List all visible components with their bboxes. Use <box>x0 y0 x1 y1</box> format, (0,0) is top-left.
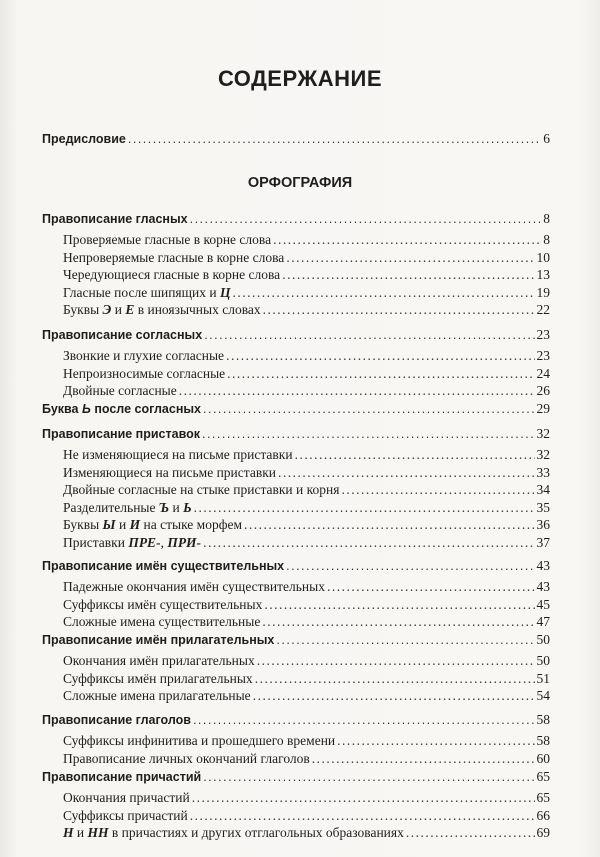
toc-entry-preface[interactable] <box>42 131 550 147</box>
toc-entry-label: Проверяемые гласные в корне слова <box>63 232 272 247</box>
toc-page-number: 26 <box>536 383 550 398</box>
toc-entry-label: Правописание гласных <box>42 212 188 226</box>
toc-subsection-entry[interactable] <box>63 808 550 824</box>
dot-leader <box>203 770 534 784</box>
emphasized-letter: ПРЕ- <box>128 535 161 550</box>
toc-page-number: 32 <box>536 447 550 462</box>
emphasized-letter: Э <box>102 302 112 317</box>
emphasized-letter: Е <box>125 302 135 317</box>
emphasized-letter: Ь <box>81 402 91 416</box>
toc-page-number: 23 <box>536 348 550 363</box>
dot-leader <box>233 285 535 301</box>
toc-subsection-entry[interactable] <box>63 482 550 498</box>
toc-entry-label: Изменяющиеся на письме приставки <box>63 465 276 480</box>
toc-entry-label: Буквы Э и Е в иноязычных словах <box>63 302 261 317</box>
emphasized-letter: Ь <box>183 500 192 515</box>
toc-subsection-entry[interactable] <box>63 688 550 704</box>
dot-leader <box>286 559 534 573</box>
dot-leader <box>257 653 535 669</box>
toc-entry-label: Суффиксы инфинитива и прошедшего времени <box>63 733 336 748</box>
toc-section-entry[interactable] <box>42 558 550 574</box>
toc-page-number: 50 <box>536 653 550 668</box>
dot-leader <box>192 790 535 806</box>
toc-subsection-entry[interactable] <box>63 517 550 533</box>
dot-leader <box>263 302 535 318</box>
emphasized-letter: ПРИ- <box>167 535 202 550</box>
toc-page-number: 19 <box>536 285 550 300</box>
toc-page-number: 8 <box>543 232 550 247</box>
toc-page-number: 37 <box>536 535 550 550</box>
dot-leader <box>203 402 535 416</box>
emphasized-letter: Н <box>63 825 74 840</box>
toc-entry-label: Окончания причастий <box>63 790 190 805</box>
dot-leader <box>273 232 541 248</box>
emphasized-letter: НН <box>87 825 109 840</box>
toc-entry-label: Буква Ь после согласных <box>42 402 201 416</box>
dot-leader <box>264 597 534 613</box>
toc-subsection-entry[interactable] <box>63 465 550 481</box>
toc-page-number: 13 <box>536 267 550 282</box>
toc-entry-label: Н и НН в причастиях и других отглагольных образованиях <box>63 825 404 840</box>
toc-page-number: 22 <box>536 302 550 317</box>
toc-page-number: 8 <box>543 211 550 226</box>
toc-subsection-entry[interactable] <box>63 653 550 669</box>
toc-subsection-entry[interactable] <box>63 614 550 630</box>
toc-entry-label: Суффиксы имён существительных <box>63 597 263 612</box>
toc-entry-label: Непроизносимые согласные <box>63 366 226 381</box>
toc-subsection-entry[interactable] <box>63 597 550 613</box>
dot-leader <box>312 751 535 767</box>
dot-leader <box>286 250 534 266</box>
dot-leader <box>128 132 541 146</box>
dot-leader <box>276 633 534 647</box>
toc-page-number: 6 <box>543 131 550 146</box>
toc-entry-label: Двойные согласные на стыке приставки и корня <box>63 482 340 497</box>
toc-entry-label: Не изменяющиеся на письме приставки <box>63 447 293 462</box>
toc-section-entry[interactable] <box>42 769 550 785</box>
dot-leader <box>204 328 534 342</box>
dot-leader <box>202 427 535 441</box>
toc-entry-label: Звонкие и глухие согласные <box>63 348 225 363</box>
toc-entry-label: Правописание имён прилагательных <box>42 633 275 647</box>
toc-entry-label: Чередующиеся гласные в корне слова <box>63 267 281 282</box>
dot-leader <box>226 348 534 364</box>
toc-page-number: 32 <box>536 426 550 441</box>
toc-entry-label: Буквы Ы и И на стыке морфем <box>63 517 242 532</box>
toc-page-number: 58 <box>536 712 550 727</box>
toc-subsection-entry[interactable] <box>63 671 550 687</box>
toc-section-entry[interactable] <box>42 426 550 442</box>
toc-entry-label: Правописание причастий <box>42 770 202 784</box>
emphasized-letter: Ъ <box>158 500 170 515</box>
toc-section-entry[interactable] <box>42 327 550 343</box>
toc-entry-label: Разделительные Ъ и Ь <box>63 500 192 515</box>
toc-subsection-entry[interactable] <box>63 285 550 301</box>
toc-page-number: 54 <box>536 688 550 703</box>
toc-entry-label: Сложные имена прилагательные <box>63 688 251 703</box>
toc-page-number: 36 <box>536 517 550 532</box>
toc-page-number: 50 <box>536 632 550 647</box>
dot-leader <box>190 212 542 226</box>
toc-subsection-entry[interactable] <box>63 447 550 463</box>
toc-page-number: 47 <box>536 614 550 629</box>
emphasized-letter: Ы <box>102 517 116 532</box>
toc-entry-label: Суффиксы причастий <box>63 808 188 823</box>
toc-subsection-entry[interactable] <box>63 579 550 595</box>
dot-leader <box>227 366 534 382</box>
toc-page-number: 29 <box>536 401 550 416</box>
section-heading: ОРФОГРАФИЯ <box>247 175 353 191</box>
toc-section-entry[interactable] <box>42 211 550 227</box>
toc-entry-label: Суффиксы имён прилагательных <box>63 671 253 686</box>
toc-subsection-entry[interactable] <box>63 500 550 516</box>
toc-page-number: 65 <box>536 790 550 805</box>
toc-subsection-entry[interactable] <box>63 348 550 364</box>
toc-entry-label: Двойные согласные <box>63 383 177 398</box>
toc-page-number: 45 <box>536 597 550 612</box>
toc-entry-label: Правописание личных окончаний глаголов <box>63 751 310 766</box>
toc-subsection-entry[interactable] <box>63 790 550 806</box>
dot-leader <box>179 383 535 399</box>
toc-page-number: 65 <box>536 769 550 784</box>
toc-page-number: 43 <box>536 579 550 594</box>
dot-leader <box>295 447 535 463</box>
toc-entry-label: Правописание приставок <box>42 427 200 441</box>
toc-page-number: 43 <box>536 558 550 573</box>
toc-page-number: 23 <box>536 327 550 342</box>
emphasized-letter: Ц <box>219 285 231 300</box>
toc-entry-label: Правописание имён существительных <box>42 559 285 573</box>
toc-subsection-entry[interactable] <box>63 302 550 318</box>
toc-page-number: 33 <box>536 465 550 480</box>
toc-entry-label: Правописание глаголов <box>42 713 191 727</box>
dot-leader <box>262 614 534 630</box>
dot-leader <box>282 267 534 283</box>
dot-leader <box>190 808 535 824</box>
toc-page-number: 51 <box>536 671 550 686</box>
toc-entry-label: Гласные после шипящих и Ц <box>63 285 231 300</box>
toc-entry-label: Окончания имён прилагательных <box>63 653 255 668</box>
toc-subsection-entry[interactable] <box>63 383 550 399</box>
emphasized-letter: И <box>129 517 141 532</box>
dot-leader <box>341 482 534 498</box>
toc-subsection-entry[interactable] <box>63 535 550 551</box>
toc-section-entry[interactable] <box>42 632 550 648</box>
toc-entry-label: Падежные окончания имён существительных <box>63 579 325 594</box>
toc-entry-label: Приставки ПРЕ-, ПРИ- <box>63 535 202 550</box>
toc-entry-label: Предисловие <box>42 132 126 146</box>
toc-page-number: 58 <box>536 733 550 748</box>
toc-entry-label: Сложные имена существительные <box>63 614 261 629</box>
toc-section-entry[interactable] <box>42 712 550 728</box>
toc-subsection-entry[interactable] <box>63 232 550 248</box>
dot-leader <box>193 713 535 727</box>
toc-subsection-entry[interactable] <box>63 825 550 841</box>
toc-entry-label: Непроверяемые гласные в корне слова <box>63 250 285 265</box>
dot-leader <box>278 465 535 481</box>
toc-page-number: 60 <box>536 751 550 766</box>
toc-subsection-entry[interactable] <box>63 366 550 382</box>
dot-leader <box>255 671 535 687</box>
toc-page-number: 66 <box>536 808 550 823</box>
toc-entry-label: Правописание согласных <box>42 328 203 342</box>
toc-subsection-entry[interactable] <box>63 250 550 266</box>
toc-page-number: 35 <box>536 500 550 515</box>
toc-page-number: 10 <box>536 250 550 265</box>
toc-subsection-entry[interactable] <box>63 751 550 767</box>
toc-page-number: 34 <box>536 482 550 497</box>
toc-subsection-entry[interactable] <box>63 733 550 749</box>
dot-leader <box>337 733 534 749</box>
dot-leader <box>253 688 535 704</box>
dot-leader <box>406 825 535 841</box>
toc-section-entry[interactable] <box>42 401 550 417</box>
dot-leader <box>203 535 534 551</box>
toc-page-number: 24 <box>536 366 550 381</box>
toc-page-number: 69 <box>536 825 550 840</box>
dot-leader <box>327 579 535 595</box>
dot-leader <box>194 500 535 516</box>
page-title: СОДЕРЖАНИЕ <box>217 66 383 91</box>
toc-subsection-entry[interactable] <box>63 267 550 283</box>
dot-leader <box>244 517 535 533</box>
